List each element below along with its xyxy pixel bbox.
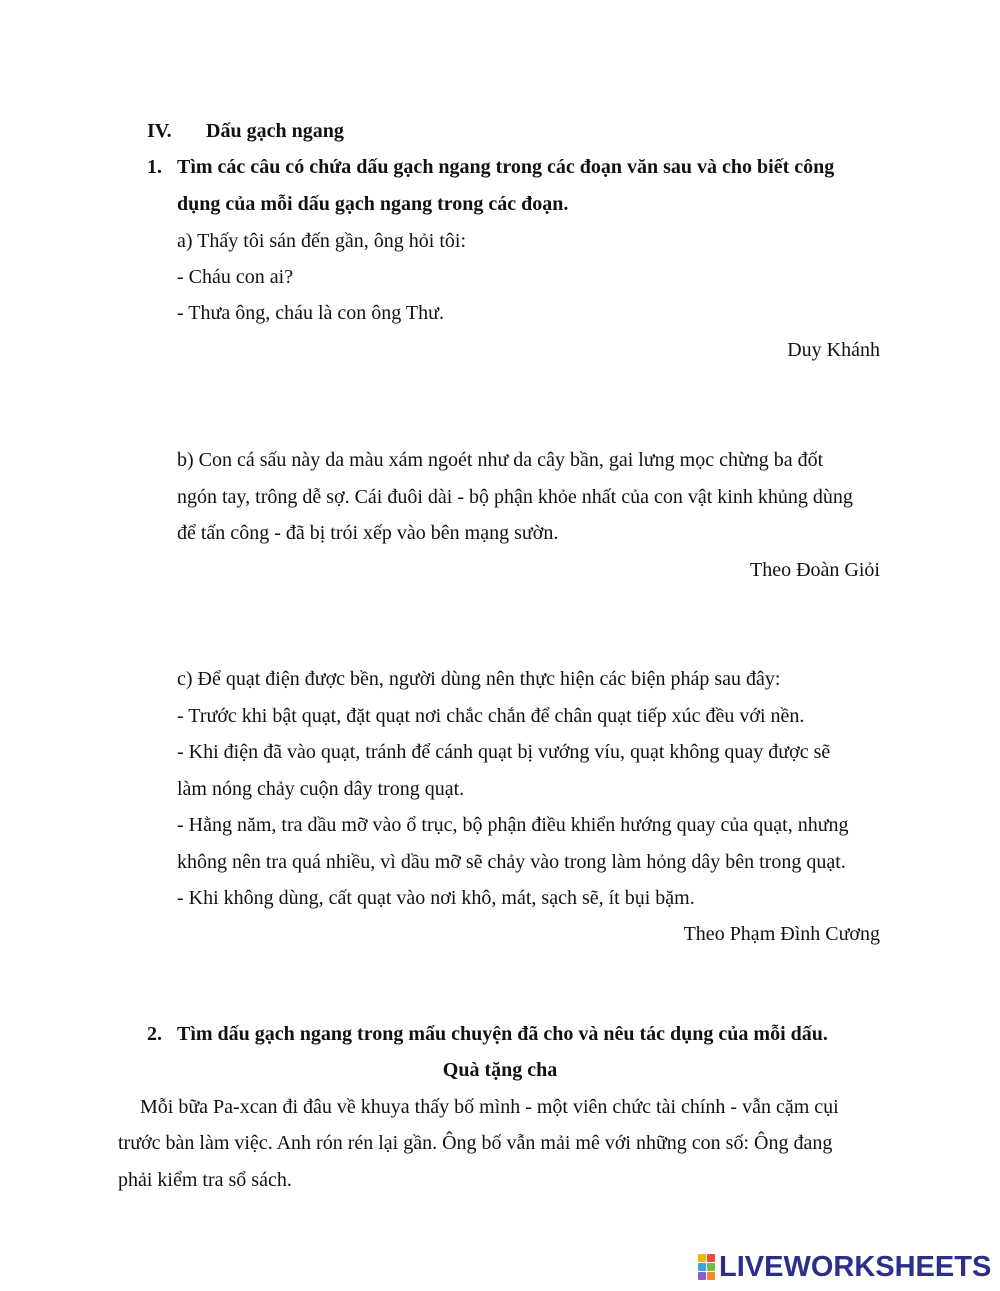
liveworksheets-logo — [698, 1252, 991, 1282]
q2-number: 2. — [147, 1023, 162, 1045]
q1-prompt-line2: dụng của mỗi dấu gạch ngang trong các đoạn. — [177, 193, 569, 215]
passage-a-line: a) Thấy tôi sán đến gần, ông hỏi tôi: — [177, 230, 467, 252]
story-line: trước bàn làm việc. Anh rón rén lại gần. Ông bố vẫn mải mê với những con số: Ông đang — [118, 1132, 833, 1154]
story-line: phải kiểm tra sổ sách. — [118, 1169, 292, 1191]
q2-prompt: Tìm dấu gạch ngang trong mẩu chuyện đã cho và nêu tác dụng của mỗi dấu. — [177, 1023, 828, 1045]
passage-b-author: Theo Đoàn Giỏi — [750, 559, 880, 581]
passage-c-line: - Trước khi bật quạt, đặt quạt nơi chắc chắn để chân quạt tiếp xúc đều với nền. — [177, 705, 805, 727]
passage-c-line: - Khi không dùng, cất quạt vào nơi khô, mát, sạch sẽ, ít bụi bặm. — [177, 887, 695, 909]
passage-a-line: - Cháu con ai? — [177, 266, 294, 288]
passage-c-line: c) Để quạt điện được bền, người dùng nên thực hiện các biện pháp sau đây: — [177, 668, 781, 690]
passage-a-line: - Thưa ông, cháu là con ông Thư. — [177, 302, 444, 324]
q1-prompt-line1: Tìm các câu có chứa dấu gạch ngang trong các đoạn văn sau và cho biết công — [177, 156, 835, 178]
passage-b-line: ngón tay, trông dễ sợ. Cái đuôi dài - bộ phận khỏe nhất của con vật kinh khủng dùng — [177, 486, 853, 508]
q1-number: 1. — [147, 156, 162, 178]
story-title: Quà tặng cha — [442, 1059, 558, 1081]
section-title: Dấu gạch ngang — [206, 120, 344, 142]
logo-blocks-icon — [698, 1254, 715, 1280]
logo-text: LIVEWORKSHEETS — [719, 1250, 992, 1283]
story-line: Mỗi bữa Pa-xcan đi đâu về khuya thấy bố mình - một viên chức tài chính - vẫn cặm cụi — [140, 1096, 839, 1118]
passage-c-line: - Hằng năm, tra dầu mỡ vào ổ trục, bộ phận điều khiển hướng quay của quạt, nhưng — [177, 814, 849, 836]
passage-c-author: Theo Phạm Đình Cương — [683, 923, 880, 945]
section-number: IV. — [147, 120, 172, 142]
passage-c-line: làm nóng chảy cuộn dây trong quạt. — [177, 778, 465, 800]
passage-c-line: không nên tra quá nhiều, vì dầu mỡ sẽ chảy vào trong làm hỏng dây bên trong quạt. — [177, 851, 846, 873]
passage-c-line: - Khi điện đã vào quạt, tránh để cánh quạt bị vướng víu, quạt không quay được sẽ — [177, 741, 831, 763]
passage-b-line: b) Con cá sấu này da màu xám ngoét như da cây bần, gai lưng mọc chừng ba đốt — [177, 449, 824, 471]
passage-b-line: để tấn công - đã bị trói xếp vào bên mạng sườn. — [177, 522, 559, 544]
passage-a-author: Duy Khánh — [787, 339, 880, 361]
